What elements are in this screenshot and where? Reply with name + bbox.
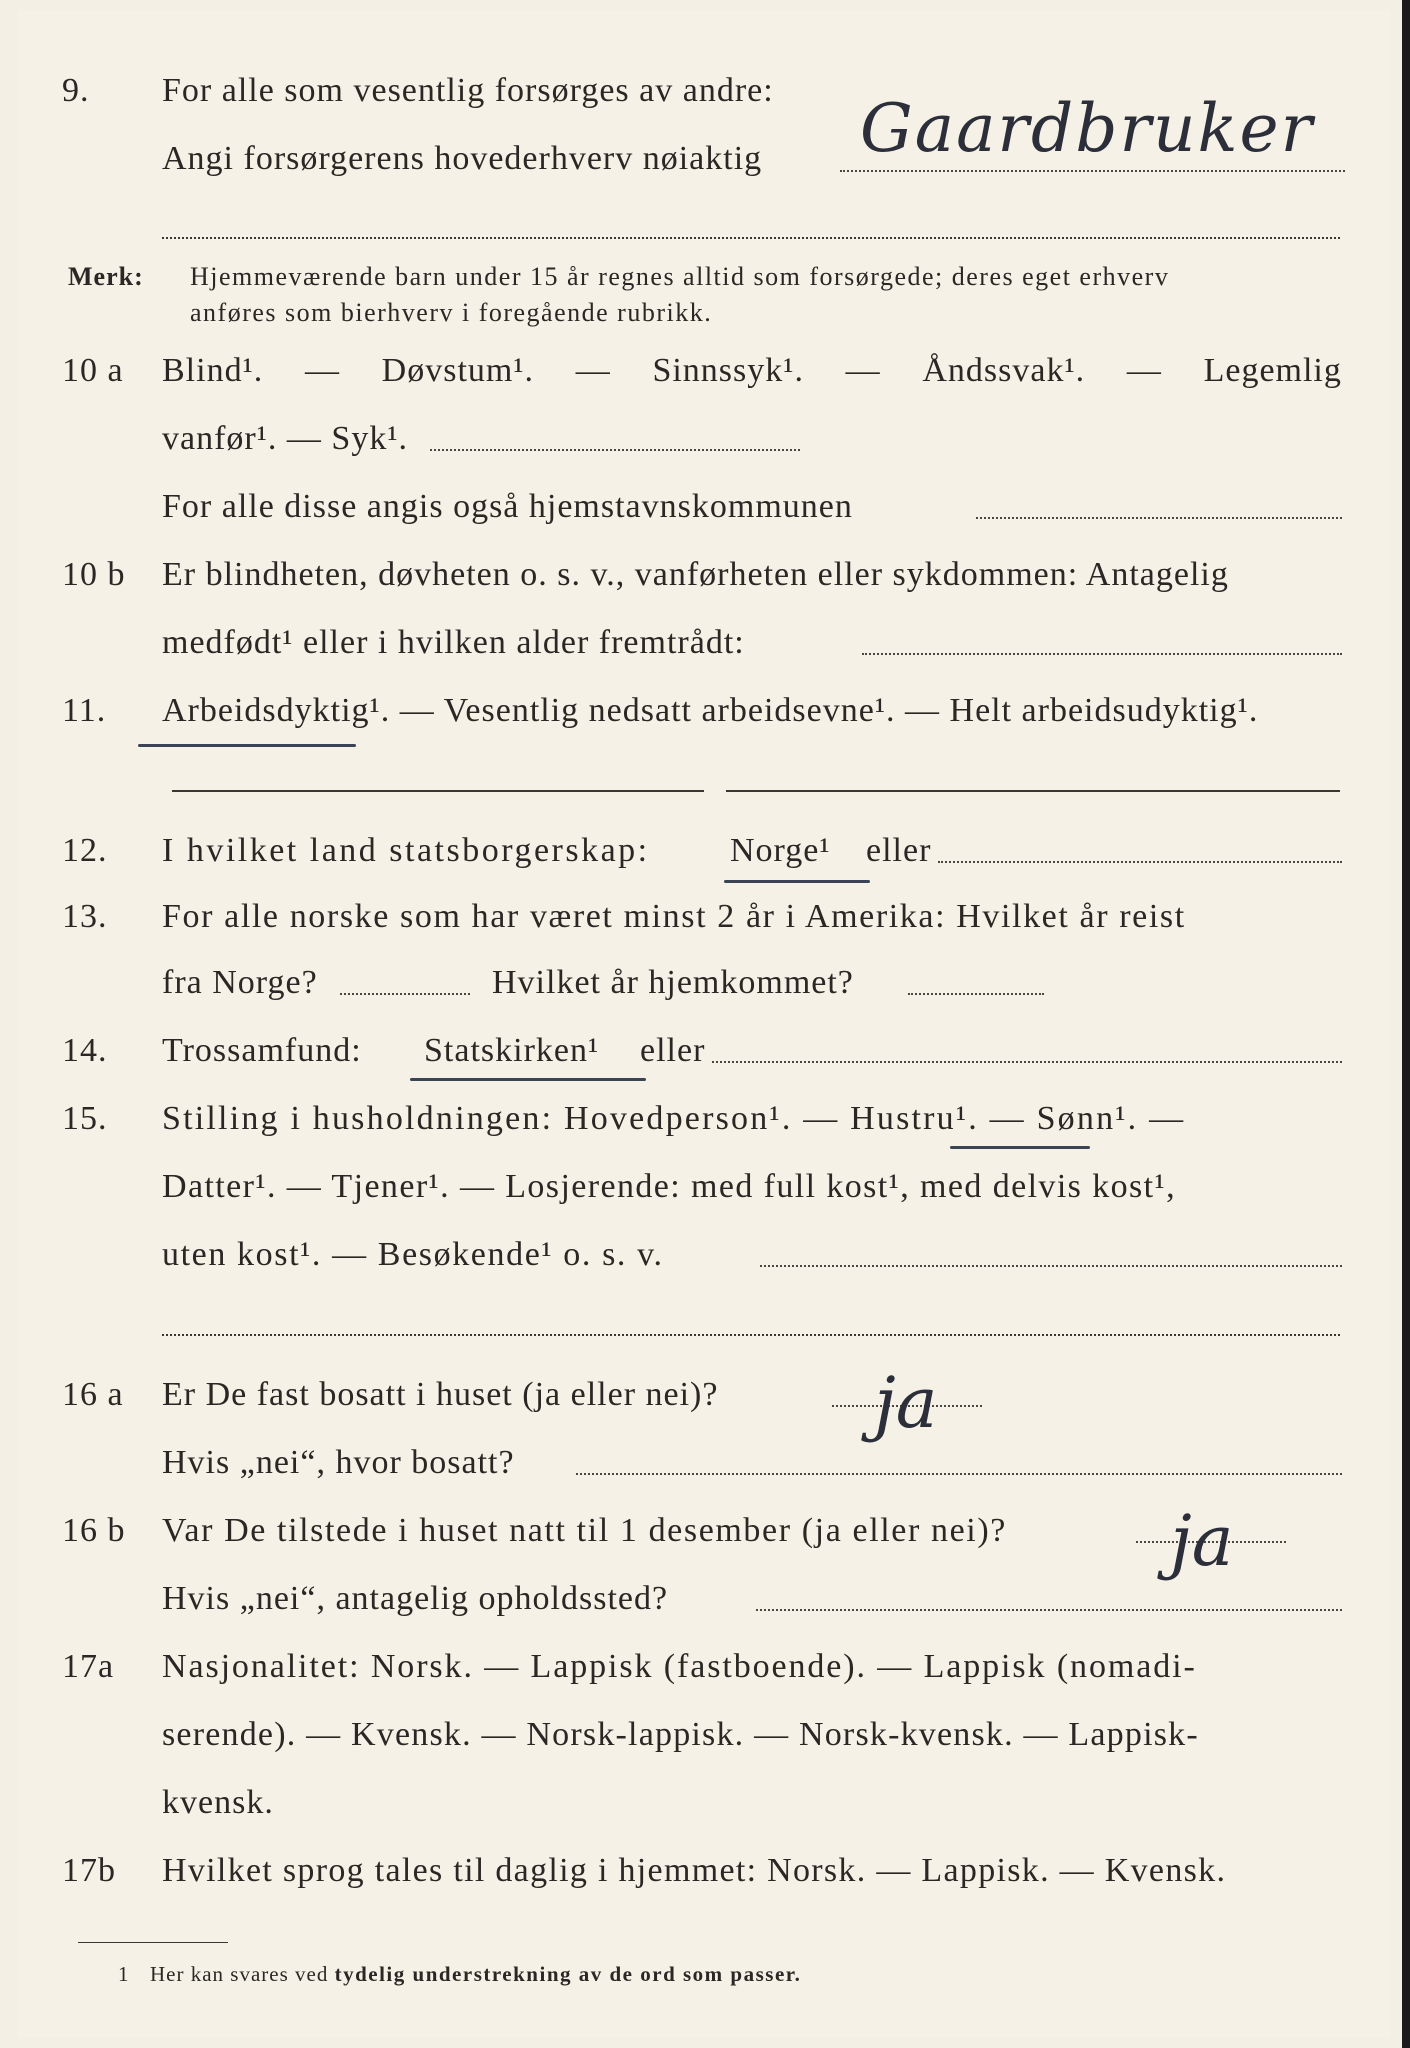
answer-line bbox=[760, 1265, 1342, 1267]
handwritten-underline bbox=[950, 1146, 1090, 1149]
question-number: 10 b bbox=[62, 556, 126, 593]
answer-line bbox=[430, 449, 800, 451]
option-eller: eller bbox=[640, 1032, 706, 1069]
question-text: Stilling i husholdningen: Hovedperson¹. — Hustru¹. — Sønn¹. — bbox=[162, 1100, 1186, 1137]
question-text: Hvis „nei“, hvor bosatt? bbox=[162, 1444, 515, 1481]
question-text: Trossamfund: bbox=[162, 1032, 362, 1069]
answer-line bbox=[840, 170, 1345, 172]
handwritten-underline bbox=[138, 744, 356, 747]
answer-line bbox=[576, 1473, 1342, 1475]
question-text: Nasjonalitet: Norsk. — Lappisk (fastboende). — Lappisk (nomadi- bbox=[162, 1648, 1197, 1685]
question-number: 10 a bbox=[62, 352, 124, 389]
answer-line bbox=[908, 993, 1044, 995]
note-label: Merk: bbox=[68, 262, 144, 291]
footnote-text bbox=[150, 1962, 801, 1987]
handwritten-answer: ja bbox=[874, 1362, 938, 1444]
answer-line bbox=[712, 1061, 1342, 1063]
question-text: Arbeidsdyktig¹. — Vesentlig nedsatt arbeidsevne¹. — Helt arbeidsudyktig¹. bbox=[162, 692, 1259, 729]
option-statskirken: Statskirken¹ bbox=[424, 1032, 600, 1069]
dash: — bbox=[304, 352, 340, 389]
question-number: 9. bbox=[62, 72, 90, 109]
question-text: Er blindheten, døvheten o. s. v., vanførheten eller sykdommen: Antagelig bbox=[162, 556, 1229, 593]
question-number: 12. bbox=[62, 832, 108, 869]
question-text: Hvilket år hjemkommet? bbox=[492, 964, 854, 1001]
question-text: Hvilket sprog tales til daglig i hjemmet: Norsk. — Lappisk. — Kvensk. bbox=[162, 1852, 1227, 1889]
question-text: For alle norske som har været minst 2 år i Amerika: Hvilket år reist bbox=[162, 898, 1186, 935]
dash: — bbox=[1126, 352, 1162, 389]
question-number: 11. bbox=[62, 692, 107, 729]
dash: — bbox=[575, 352, 611, 389]
question-number: 16 a bbox=[62, 1376, 124, 1413]
section-rule bbox=[172, 790, 704, 792]
question-text bbox=[162, 352, 1342, 390]
question-text: For alle som vesentlig forsørges av andre: bbox=[162, 72, 774, 109]
answer-line bbox=[340, 993, 470, 995]
question-number: 14. bbox=[62, 1032, 108, 1069]
question-number: 15. bbox=[62, 1100, 108, 1137]
question-text: Angi forsørgerens hovederhverv nøiaktig bbox=[162, 140, 763, 177]
question-text: For alle disse angis også hjemstavnskommunen bbox=[162, 488, 853, 525]
question-text: fra Norge? bbox=[162, 964, 318, 1001]
footnote-rule bbox=[78, 1942, 228, 1943]
question-text: kvensk. bbox=[162, 1784, 274, 1821]
question-text: Er De fast bosatt i huset (ja eller nei)? bbox=[162, 1376, 719, 1413]
question-number: 17b bbox=[62, 1852, 116, 1889]
question-text: medfødt¹ eller i hvilken alder fremtrådt: bbox=[162, 624, 745, 661]
option-blind: Blind¹. bbox=[162, 352, 264, 389]
question-number: 13. bbox=[62, 898, 108, 935]
section-rule bbox=[726, 790, 1340, 792]
option-norge: Norge¹ bbox=[730, 832, 831, 869]
question-number: 16 b bbox=[62, 1512, 126, 1549]
note-text: Hjemmeværende barn under 15 år regnes alltid som forsørgede; deres eget erhverv bbox=[190, 262, 1170, 291]
question-text: Datter¹. — Tjener¹. — Losjerende: med full kost¹, med delvis kost¹, bbox=[162, 1168, 1176, 1205]
blank-line bbox=[162, 1334, 1340, 1336]
handwritten-underline bbox=[410, 1078, 646, 1081]
handwritten-answer: ja bbox=[1170, 1500, 1234, 1582]
handwritten-underline bbox=[724, 880, 870, 883]
question-text: Var De tilstede i huset natt til 1 desember (ja eller nei)? bbox=[162, 1512, 1007, 1549]
question-number: 17a bbox=[62, 1648, 115, 1685]
option-legemlig: Legemlig bbox=[1203, 352, 1342, 389]
answer-line bbox=[976, 517, 1342, 519]
option-andssvak: Åndssvak¹. bbox=[922, 352, 1086, 389]
footnote-bold: tydelig understrekning av de ord som passer. bbox=[334, 1962, 802, 1986]
question-text: Hvis „nei“, antagelig opholdssted? bbox=[162, 1580, 669, 1617]
answer-line bbox=[756, 1609, 1342, 1611]
question-text: I hvilket land statsborgerskap: bbox=[162, 832, 650, 869]
footnote-plain: Her kan svares ved bbox=[150, 1962, 329, 1986]
question-text: vanfør¹. — Syk¹. bbox=[162, 420, 409, 457]
option-eller: eller bbox=[866, 832, 932, 869]
question-text: uten kost¹. — Besøkende¹ o. s. v. bbox=[162, 1236, 664, 1273]
note-text: anføres som bierhverv i foregående rubrikk. bbox=[190, 298, 713, 327]
answer-line bbox=[862, 653, 1342, 655]
question-text: serende). — Kvensk. — Norsk-lappisk. — Norsk-kvensk. — Lappisk- bbox=[162, 1716, 1199, 1753]
dash: — bbox=[845, 352, 881, 389]
option-sinnssyk: Sinnssyk¹. bbox=[652, 352, 804, 389]
blank-line bbox=[162, 237, 1340, 239]
handwritten-answer: Gaardbruker bbox=[860, 90, 1315, 167]
footnote-mark: 1 bbox=[118, 1962, 130, 1986]
option-dovstum: Døvstum¹. bbox=[381, 352, 535, 389]
answer-line bbox=[938, 861, 1342, 863]
